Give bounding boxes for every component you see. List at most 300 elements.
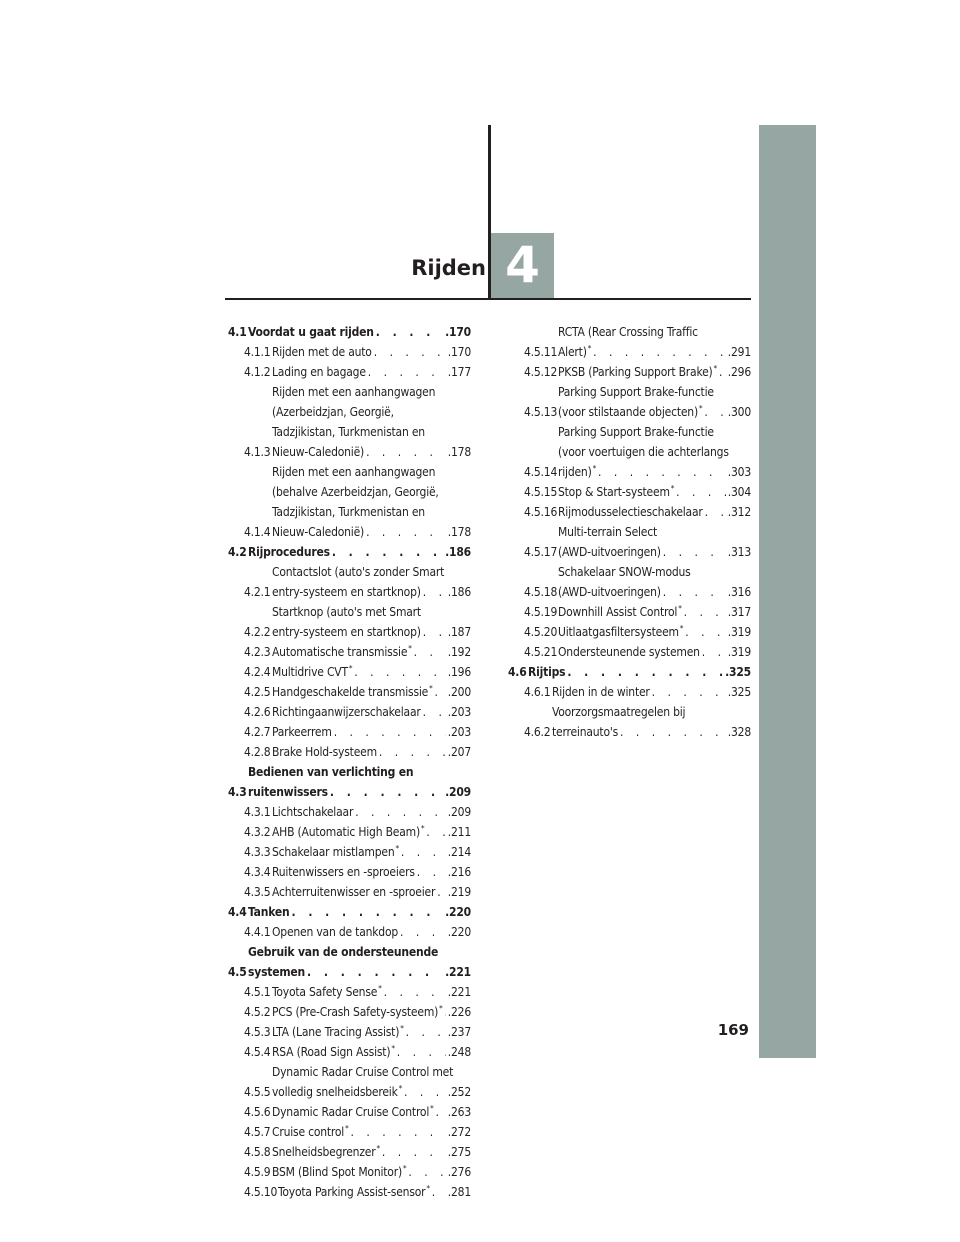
toc-entry-title: Alert)* [558, 344, 592, 359]
toc-entry-title: Richtingaanwijzerschakelaar [272, 705, 421, 719]
toc-entry-body [272, 1142, 471, 1162]
toc-column-left [228, 322, 471, 1202]
toc-entry-number: 4.2.6 [244, 705, 271, 719]
footnote-asterisk: * [439, 1004, 443, 1013]
toc-subsection-entry[interactable] [508, 382, 751, 422]
toc-entry-last-line [272, 582, 471, 602]
toc-column-right [508, 322, 751, 742]
toc-entry-number: 4.1.4 [244, 525, 271, 539]
dot-leader [417, 862, 446, 882]
toc-entry-title: (AWD-uitvoeringen) [558, 545, 661, 559]
toc-entry-body [272, 882, 471, 902]
toc-entry-last-line [558, 502, 751, 522]
toc-entry-title: (voor stilstaande objecten)* [558, 404, 703, 419]
toc-entry-title: Brake Hold-systeem [272, 745, 377, 759]
toc-entry-number: 4.5.18 [524, 585, 558, 599]
toc-entry-number: 4.1.1 [244, 345, 271, 359]
dot-leader [414, 642, 446, 662]
dot-leader [567, 662, 723, 682]
dot-leader [435, 682, 446, 702]
toc-entry-last-line [558, 342, 751, 362]
toc-entry-title: Rijprocedures [248, 545, 330, 559]
toc-entry-body [272, 1022, 471, 1042]
dot-leader [593, 342, 726, 362]
toc-entry-last-line [558, 462, 751, 482]
toc-entry-title: Nieuw-Caledonië) [272, 445, 365, 459]
toc-entry-last-line [272, 802, 471, 822]
toc-subsection-entry[interactable] [228, 1142, 471, 1162]
dot-leader [307, 962, 443, 982]
toc-entry-title: Ruitenwissers en -sproeiers [272, 865, 415, 879]
toc-subsection-entry[interactable] [228, 882, 471, 902]
toc-entry-body [558, 562, 751, 602]
toc-subsection-entry[interactable] [228, 1042, 471, 1062]
toc-entry-last-line [272, 1122, 471, 1142]
toc-entry-last-line [272, 822, 471, 842]
toc-entry-last-line [558, 402, 751, 422]
toc-entry-body [558, 482, 751, 502]
toc-entry-last-line [248, 322, 471, 342]
toc-entry-last-line [272, 662, 471, 682]
toc-entry-body [272, 822, 471, 842]
toc-entry-body [558, 622, 751, 642]
toc-subsection-entry[interactable] [228, 862, 471, 882]
toc-entry-body [558, 642, 751, 662]
toc-entry-body [272, 662, 471, 682]
toc-entry-page: .186 [447, 585, 471, 599]
toc-subsection-entry[interactable] [508, 522, 751, 562]
toc-entry-number: 4.5.11 [524, 345, 558, 359]
toc-subsection-entry[interactable] [508, 602, 751, 622]
toc-entry-number: 4.5.2 [244, 1005, 271, 1019]
dot-leader [330, 782, 443, 802]
toc-entry-number: 4.5.9 [244, 1165, 271, 1179]
toc-entry-line: (behalve Azerbeidzjan, Georgië, [272, 485, 439, 499]
toc-entry-page: .319 [727, 645, 751, 659]
toc-entry-number: 4.2.1 [244, 585, 271, 599]
toc-entry-body [272, 1162, 471, 1182]
toc-subsection-entry[interactable] [508, 702, 751, 742]
toc-entry-last-line [558, 622, 751, 642]
toc-subsection-entry[interactable] [228, 462, 471, 542]
toc-entry-number: 4.5.3 [244, 1025, 271, 1039]
toc-entry-title: Voordat u gaat rijden [248, 325, 374, 339]
toc-entry-page: .303 [727, 465, 751, 479]
toc-entry-title: Rijtips [528, 665, 566, 679]
toc-entry-number: 4.2 [228, 545, 247, 559]
toc-entry-line: Rijden met een aanhangwagen [272, 465, 436, 479]
toc-entry-number: 4.5.8 [244, 1145, 271, 1159]
toc-entry-last-line [558, 542, 751, 562]
toc-subsection-entry[interactable] [228, 842, 471, 862]
toc-entry-body [272, 382, 471, 462]
toc-entry-line: Parking Support Brake-functie [558, 425, 714, 439]
toc-entry-last-line [272, 882, 471, 902]
dot-leader [404, 1082, 446, 1102]
toc-entry-page: .170 [447, 345, 471, 359]
toc-entry-last-line [278, 1182, 471, 1202]
toc-entry-page: .281 [447, 1185, 471, 1199]
toc-entry-body [248, 322, 471, 342]
toc-entry-line: RCTA (Rear Crossing Traffic [558, 325, 698, 339]
toc-subsection-entry[interactable] [228, 682, 471, 702]
toc-entry-number: 4.1.3 [244, 445, 271, 459]
toc-section-entry[interactable] [228, 322, 471, 342]
toc-entry-title: Nieuw-Caledonië) [272, 525, 365, 539]
toc-entry-title: Uitlaatgasfiltersysteem* [558, 624, 684, 639]
toc-subsection-entry[interactable] [228, 1182, 471, 1202]
toc-entry-page: .220 [447, 925, 471, 939]
toc-entry-page: .272 [447, 1125, 471, 1139]
toc-entry-number: 4.5.10 [244, 1185, 278, 1199]
toc-entry-body [558, 422, 751, 482]
toc-entry-number: 4.3.3 [244, 845, 271, 859]
toc-entry-last-line [272, 1162, 471, 1182]
toc-entry-number: 4.5.17 [524, 545, 558, 559]
dot-leader [663, 542, 726, 562]
toc-entry-page: .209 [447, 805, 471, 819]
toc-entry-line: Tadzjikistan, Turkmenistan en [272, 505, 425, 519]
footnote-asterisk: * [408, 644, 412, 653]
toc-entry-page: .252 [447, 1085, 471, 1099]
toc-entry-last-line [272, 342, 471, 362]
toc-entry-last-line [272, 1082, 471, 1102]
toc-section-entry[interactable] [228, 902, 471, 922]
footnote-asterisk: * [678, 604, 682, 613]
footnote-asterisk: * [345, 1124, 349, 1133]
toc-entry-body [272, 802, 471, 822]
chapter-title: Rijden [411, 256, 486, 280]
dot-leader [684, 602, 726, 622]
toc-entry-last-line [558, 582, 751, 602]
toc-section-entry[interactable] [228, 542, 471, 562]
dot-leader [376, 322, 443, 342]
toc-entry-page: .276 [447, 1165, 471, 1179]
toc-entry-page: .192 [447, 645, 471, 659]
toc-entry-title: (AWD-uitvoeringen) [558, 585, 661, 599]
toc-subsection-entry[interactable] [228, 382, 471, 462]
dot-leader [702, 642, 726, 662]
toc-subsection-entry[interactable] [228, 602, 471, 642]
toc-entry-last-line [248, 542, 471, 562]
toc-subsection-entry[interactable] [508, 482, 751, 502]
toc-entry-line: Tadzjikistan, Turkmenistan en [272, 425, 425, 439]
footnote-asterisk: * [587, 344, 592, 353]
dot-leader [382, 1142, 446, 1162]
toc-entry-line: Schakelaar SNOW-modus [558, 565, 691, 579]
toc-entry-title: volledig snelheidsbereik* [272, 1084, 403, 1099]
toc-subsection-entry[interactable] [508, 322, 751, 362]
toc-entry-number: 4.5.12 [524, 365, 558, 379]
toc-entry-number: 4.2.7 [244, 725, 271, 739]
dot-leader [676, 482, 726, 502]
toc-entry-body [272, 462, 471, 542]
toc-subsection-entry[interactable] [508, 562, 751, 602]
footnote-asterisk: * [420, 824, 425, 833]
toc-subsection-entry[interactable] [508, 502, 751, 522]
toc-entry-line: Contactslot (auto's zonder Smart [272, 565, 445, 579]
toc-entry-number: 4.3.4 [244, 865, 271, 879]
toc-entry-title: systemen [248, 965, 306, 979]
dot-leader [437, 882, 446, 902]
dot-leader [598, 462, 726, 482]
toc-entry-body [272, 842, 471, 862]
toc-entry-page: .214 [447, 845, 471, 859]
toc-entry-number: 4.5.13 [524, 405, 558, 419]
toc-subsection-entry[interactable] [228, 342, 471, 362]
dot-leader [400, 922, 446, 942]
toc-entry-number: 4.2.5 [244, 685, 271, 699]
footnote-asterisk: * [402, 1164, 407, 1173]
dot-leader [406, 1022, 446, 1042]
toc-subsection-entry[interactable] [228, 922, 471, 942]
toc-entry-number: 4.5.21 [524, 645, 558, 659]
toc-entry-body [552, 682, 751, 702]
toc-entry-last-line [558, 602, 751, 622]
dot-leader [705, 502, 726, 522]
toc-entry-last-line [272, 1102, 471, 1122]
toc-entry-title: Stop & Start-systeem* [558, 484, 675, 499]
toc-entry-body [558, 522, 751, 562]
toc-entry-last-line [272, 1142, 471, 1162]
toc-entry-title: entry-systeem en startknop) [272, 585, 421, 599]
toc-entry-title: Handgeschakelde transmissie* [272, 684, 433, 699]
toc-entry-body [528, 662, 751, 682]
toc-entry-page: .170 [445, 325, 471, 339]
toc-subsection-entry[interactable] [228, 802, 471, 822]
toc-entry-last-line [272, 702, 471, 722]
footnote-asterisk: * [400, 1024, 404, 1033]
toc-entry-line: Voorzorgsmaatregelen bij [552, 705, 686, 719]
toc-subsection-entry[interactable] [228, 662, 471, 682]
toc-entry-body [248, 902, 471, 922]
toc-entry-body [248, 542, 471, 562]
toc-subsection-entry[interactable] [228, 1122, 471, 1142]
dot-leader [366, 522, 446, 542]
toc-entry-number: 4.5.14 [524, 465, 558, 479]
toc-entry-line: Gebruik van de ondersteunende [248, 945, 439, 959]
toc-entry-page: .219 [447, 885, 471, 899]
toc-entry-page: .328 [727, 725, 751, 739]
toc-entry-number: 4.6 [508, 665, 527, 679]
toc-entry-body [248, 942, 471, 982]
footnote-asterisk: * [378, 984, 382, 993]
toc-entry-line: Startknop (auto's met Smart [272, 605, 421, 619]
toc-entry-page: .296 [727, 365, 751, 379]
toc-entry-page: .221 [445, 965, 471, 979]
toc-entry-page: .220 [445, 905, 471, 919]
toc-entry-page: .211 [447, 825, 471, 839]
dot-leader [685, 622, 725, 642]
toc-entry-body [552, 702, 751, 742]
toc-entry-body [272, 982, 471, 1002]
toc-entry-title: Toyota Parking Assist-sensor* [278, 1184, 430, 1199]
toc-entry-title: Tanken [248, 905, 290, 919]
toc-entry-body [558, 322, 751, 362]
dot-leader [374, 342, 446, 362]
toc-entry-page: .177 [447, 365, 471, 379]
toc-entry-number: 4.1.2 [244, 365, 271, 379]
toc-subsection-entry[interactable] [228, 742, 471, 762]
toc-entry-number: 4.5.5 [244, 1085, 271, 1099]
toc-section-entry[interactable] [228, 762, 471, 802]
toc-subsection-entry[interactable] [228, 1102, 471, 1122]
toc-entry-number: 4.5.6 [244, 1105, 271, 1119]
toc-entry-number: 4.3.2 [244, 825, 271, 839]
dot-leader [379, 742, 446, 762]
dot-leader [401, 842, 446, 862]
dot-leader [384, 982, 446, 1002]
toc-entry-page: .203 [447, 725, 471, 739]
toc-section-entry[interactable] [508, 662, 751, 682]
toc-subsection-entry[interactable] [228, 1162, 471, 1182]
toc-entry-body [272, 562, 471, 602]
toc-subsection-entry[interactable] [228, 1062, 471, 1102]
toc-entry-title: AHB (Automatic High Beam)* [272, 824, 425, 839]
footnote-asterisk: * [348, 664, 353, 673]
toc-entry-page: .200 [447, 685, 471, 699]
dot-leader [408, 1162, 445, 1182]
toc-entry-page: .304 [727, 485, 751, 499]
toc-entry-body [272, 722, 471, 742]
toc-entry-body [272, 862, 471, 882]
chapter-number-badge: 4 [491, 233, 554, 298]
toc-entry-page: .319 [727, 625, 751, 639]
toc-subsection-entry[interactable] [508, 422, 751, 482]
toc-entry-page: .263 [447, 1105, 471, 1119]
dot-leader [334, 722, 446, 742]
dot-leader [663, 582, 726, 602]
toc-subsection-entry[interactable] [228, 722, 471, 742]
toc-entry-last-line [272, 362, 471, 382]
footnote-asterisk: * [698, 404, 703, 413]
toc-entry-title: Openen van de tankdop [272, 925, 399, 939]
page-number: 169 [717, 1021, 749, 1039]
toc-entry-title: Rijmodusselectieschakelaar [558, 505, 703, 519]
toc-entry-last-line [272, 642, 471, 662]
toc-entry-body [272, 742, 471, 762]
toc-entry-number: 4.5.16 [524, 505, 558, 519]
footnote-asterisk: * [398, 1084, 403, 1093]
toc-entry-body [272, 1122, 471, 1142]
toc-entry-last-line [248, 782, 471, 802]
toc-entry-number: 4.5.7 [244, 1125, 271, 1139]
dot-leader [620, 722, 726, 742]
toc-subsection-entry[interactable] [508, 622, 751, 642]
footnote-asterisk: * [430, 1104, 434, 1113]
toc-entry-last-line [272, 722, 471, 742]
toc-entry-body [278, 1182, 471, 1202]
dot-leader [423, 582, 446, 602]
toc-entry-last-line [272, 922, 471, 942]
toc-entry-body [272, 702, 471, 722]
toc-entry-page: .196 [447, 665, 471, 679]
footnote-asterisk: * [429, 684, 433, 693]
toc-subsection-entry[interactable] [228, 562, 471, 602]
toc-entry-line: Multi-terrain Select [558, 525, 658, 539]
toc-entry-title: rijden)* [558, 464, 596, 479]
toc-subsection-entry[interactable] [228, 362, 471, 382]
toc-subsection-entry[interactable] [228, 642, 471, 662]
toc-subsection-entry[interactable] [508, 362, 751, 382]
dot-leader [652, 682, 726, 702]
toc-entry-last-line [272, 1022, 471, 1042]
toc-entry-number: 4.6.2 [524, 725, 551, 739]
toc-entry-title: Ondersteunende systemen [558, 645, 700, 659]
toc-entry-title: Achterruitenwisser en -sproeier [272, 885, 436, 899]
toc-entry-last-line [272, 1042, 471, 1062]
dot-leader [426, 822, 445, 842]
toc-entry-body [272, 1002, 471, 1022]
toc-entry-title: Dynamic Radar Cruise Control* [272, 1104, 434, 1119]
toc-subsection-entry[interactable] [508, 682, 751, 702]
footnote-asterisk: * [426, 1184, 430, 1193]
toc-entry-body [272, 1102, 471, 1122]
dot-leader [354, 662, 446, 682]
toc-entry-title: Toyota Safety Sense* [272, 984, 382, 999]
toc-entry-title: PKSB (Parking Support Brake)* [558, 364, 717, 379]
toc-entry-title: Parkeerrem [272, 725, 332, 739]
dot-leader [291, 902, 443, 922]
toc-entry-page: .317 [727, 605, 751, 619]
toc-entry-page: .178 [447, 445, 471, 459]
toc-entry-page: .316 [727, 585, 751, 599]
toc-subsection-entry[interactable] [228, 1022, 471, 1042]
toc-subsection-entry[interactable] [228, 982, 471, 1002]
toc-entry-page: .291 [727, 345, 751, 359]
toc-entry-page: .248 [447, 1045, 471, 1059]
toc-entry-page: .312 [727, 505, 751, 519]
toc-entry-title: Snelheidsbegrenzer* [272, 1144, 380, 1159]
toc-entry-body [558, 362, 751, 382]
dot-leader [719, 362, 726, 382]
toc-subsection-entry[interactable] [228, 702, 471, 722]
toc-entry-body [558, 502, 751, 522]
dot-leader [432, 1182, 446, 1202]
toc-subsection-entry[interactable] [228, 1002, 471, 1022]
toc-entry-number: 4.3 [228, 785, 247, 799]
toc-entry-page: .209 [445, 785, 471, 799]
toc-entry-page: .187 [447, 625, 471, 639]
toc-entry-last-line [248, 902, 471, 922]
toc-entry-body [272, 922, 471, 942]
toc-entry-body [558, 382, 751, 422]
toc-entry-line: Bedienen van verlichting en [248, 765, 414, 779]
toc-section-entry[interactable] [228, 942, 471, 982]
toc-entry-last-line [558, 362, 751, 382]
toc-entry-last-line [272, 522, 471, 542]
toc-subsection-entry[interactable] [228, 822, 471, 842]
dot-leader [368, 362, 446, 382]
toc-entry-number: 4.2.2 [244, 625, 271, 639]
toc-entry-line: Rijden met een aanhangwagen [272, 385, 436, 399]
footnote-asterisk: * [679, 624, 684, 633]
toc-entry-body [272, 1062, 471, 1102]
toc-entry-body [558, 602, 751, 622]
toc-entry-page: .237 [447, 1025, 471, 1039]
toc-entry-body [272, 682, 471, 702]
toc-entry-page: .186 [445, 545, 471, 559]
toc-subsection-entry[interactable] [508, 642, 751, 662]
toc-entry-last-line [272, 622, 471, 642]
dot-leader [351, 1122, 446, 1142]
toc-entry-title: Schakelaar mistlampen* [272, 844, 399, 859]
toc-entry-page: .226 [447, 1005, 471, 1019]
dot-leader [704, 402, 725, 422]
toc-entry-line: Parking Support Brake-functie [558, 385, 714, 399]
toc-entry-number: 4.1 [228, 325, 247, 339]
toc-entry-title: Cruise control* [272, 1124, 349, 1139]
